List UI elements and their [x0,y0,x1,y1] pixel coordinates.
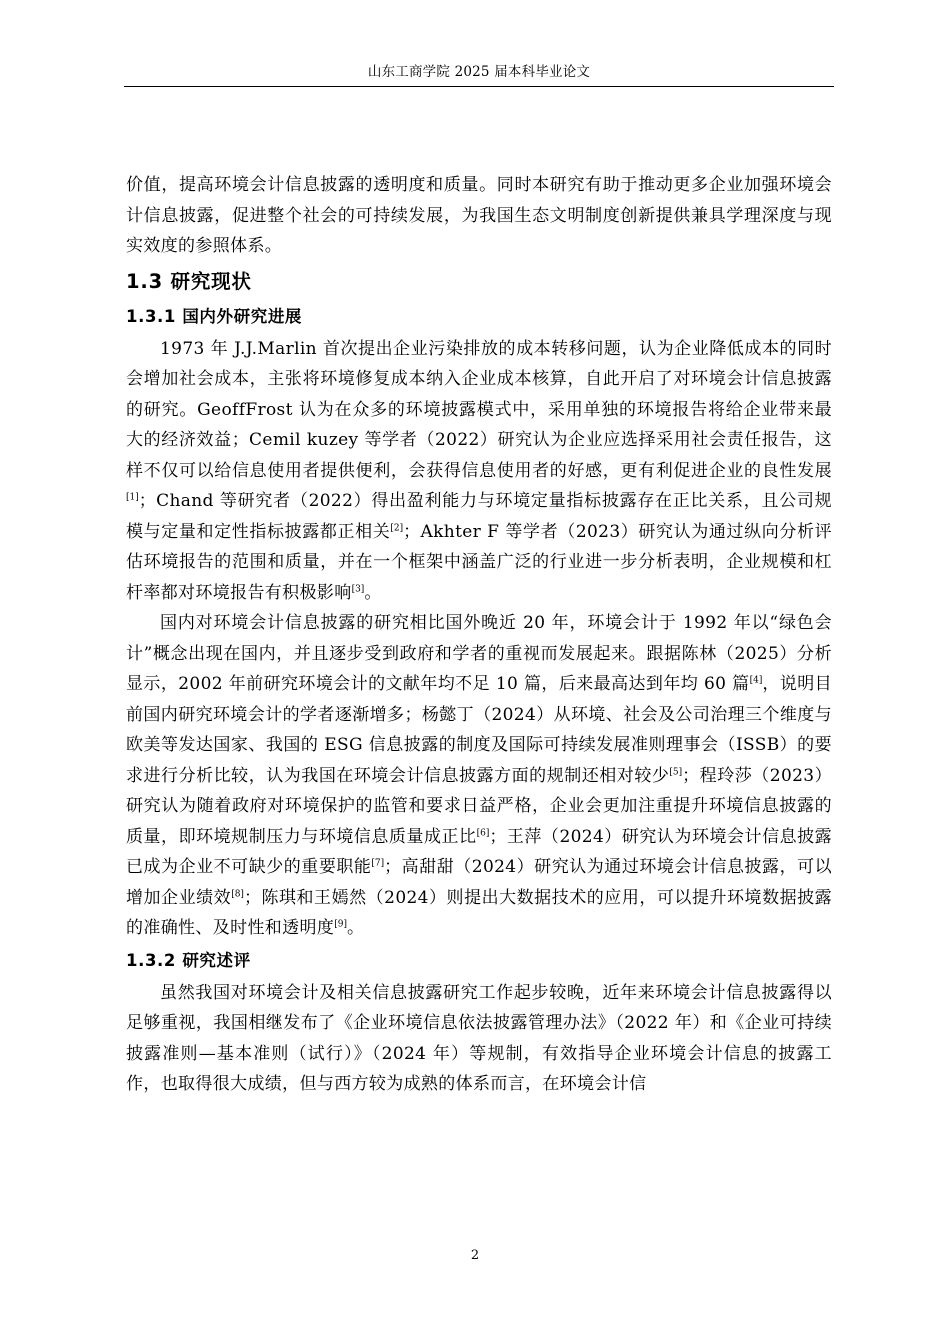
paragraph-review: 虽然我国对环境会计及相关信息披露研究工作起步较晚，近年来环境会计信息披露得以足够重视，我国相继发布了《企业环境信息依法披露管理办法》（2022 年）和《企业可持续披露准则—基本准则（试行）》（2024 年）等规制，有效指导企业环境会计信息的披露工作，也取得很大成绩，但与西方较为成熟的体系而言，在环境会计信 [126,982,832,1094]
paragraph-foreign-research [126,334,832,609]
citation-ref: [3] [351,583,365,594]
text-run: 。 [364,582,382,603]
citation-ref: [6] [476,827,490,838]
citation-ref: [4] [749,675,763,686]
page-body [126,170,832,1100]
text-run: ，说明目前国内研究环境会计的学者逐渐增多；杨懿丁（2024）从环境、社会及公司治理三个维度与欧美等发达国家、我国的 ESG 信息披露的制度及国际可持续发展准则理事会（ISSB）的要求进行分析比较，认为我国在环境会计信息披露方面的规制还相对较少 [126,674,833,786]
paragraph-continuation: 价值，提高环境会计信息披露的透明度和质量。同时本研究有助于推动更多企业加强环境会计信息披露，促进整个社会的可持续发展，为我国生态文明制度创新提供兼具学理深度与现实效度的参照体系。 [126,175,832,256]
running-header: 山东工商学院 2025 届本科毕业论文 [367,64,591,80]
citation-ref: [7] [371,858,385,869]
text-run: ；程玲莎（2023）研究认为随着政府对环境保护的监管和要求日益严格，企业会更加注重提升环境信息披露的质量，即环境规制压力与环境信息质量成正比 [126,765,832,847]
text-run: 1973 年 J.J.Marlin 首次提出企业污染排放的成本转移问题，认为企业降低成本的同时会增加社会成本，主张将环境修复成本纳入企业成本核算，自此开启了对环境会计信息披露的研究。GeoffFrost 认为在众多的环境披露模式中，采用单独的环境报告将给企业带来最大的经济效益；Cemil kuzey 等学者（2022）研究认为企业应选择采用社会责任报告，这样不仅可以给信息使用者提供便利，会获得信息使用者的好感，更有利促进企业的良性发展 [126,338,832,481]
citation-ref: [1] [126,492,139,503]
text-run: ；王萍（2024）研究认为环境会计信息披露已成为企业不可缺少的重要职能 [126,826,833,877]
text-run: ；Akhter F 等学者（2023）研究认为通过纵向分析评估环境报告的范围和质量，并在一个框架中涵盖广泛的行业进一步分析表明，企业规模和杠杆率都对环境报告有积极影响 [126,521,833,603]
text-run: 国内对环境会计信息披露的研究相比国外晚近 20 年，环境会计于 1992 年以“绿色会计”概念出现在国内，并且逐步受到政府和学者的重视而发展起来。跟据陈林（2025）分析显示，2002 年前研究环境会计的文献年均不足 10 篇，后来最高达到年均 60 篇 [126,613,832,694]
section-heading-1-3: 1.3 研究现状 [126,269,252,293]
subsection-heading-1-3-1: 1.3.1 国内外研究进展 [126,306,303,326]
citation-ref: [5] [669,766,683,777]
text-run: ；Chand 等研究者（2022）得出盈利能力与环境定量指标披露存在正比关系，且公司规模与定量和定性指标披露都正相关 [126,491,832,542]
text-run: 。 [346,918,365,938]
page-number: 2 [470,1248,480,1263]
header-divider [124,86,834,87]
paragraph-domestic-research [126,608,832,944]
citation-ref: [2] [390,522,404,533]
text-run: ；高甜甜（2024）研究认为通过环境会计信息披露，可以增加企业绩效 [126,857,832,908]
text-run: ；陈琪和王嫣然（2024）则提出大数据技术的应用，可以提升环境数据披露的准确性、及时性和透明度 [126,887,833,938]
citation-ref: [9] [334,919,347,930]
subsection-heading-1-3-2: 1.3.2 研究述评 [126,950,251,970]
citation-ref: [8] [231,888,244,899]
